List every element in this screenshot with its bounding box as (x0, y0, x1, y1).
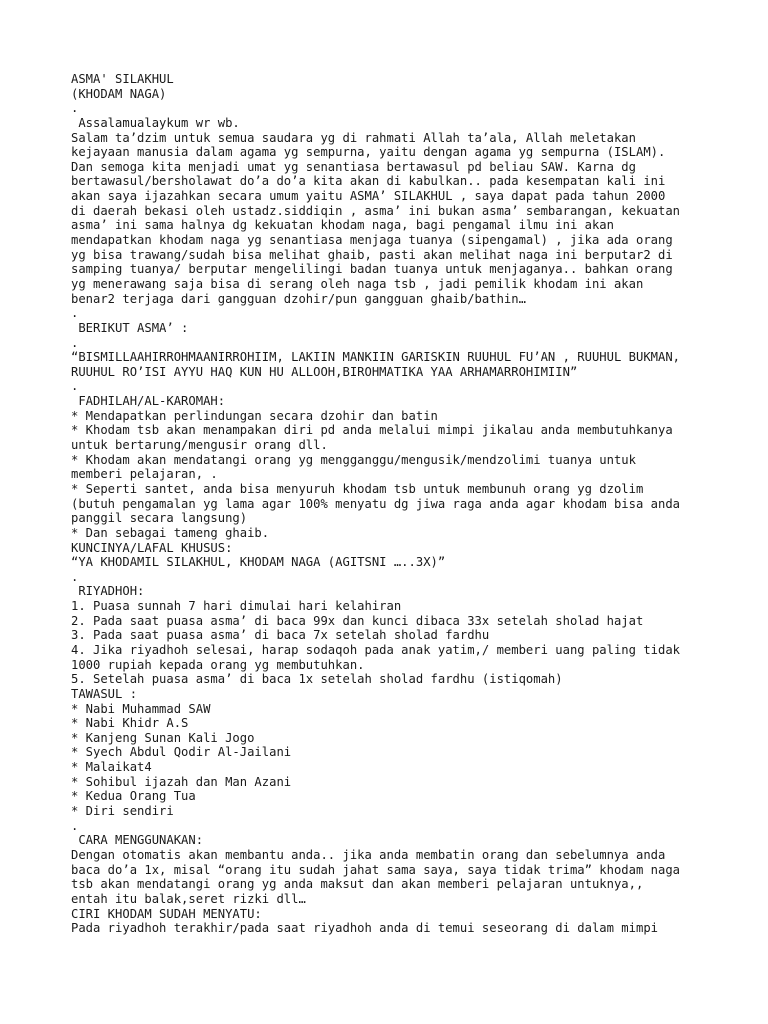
text-line: CIRI KHODAM SUDAH MENYATU: (71, 906, 262, 921)
text-line: Pada riyadhoh terakhir/pada saat riyadhoh anda di temui seseorang di dalam mimpi (71, 921, 658, 936)
text-line: * Syech Abdul Qodir Al-Jailani (71, 745, 292, 760)
text-line: 1. Puasa sunnah 7 hari dimulai hari kelahiran (71, 599, 402, 614)
text-line: . (71, 379, 79, 394)
text-line: kejayaan manusia dalam agama yg sempurna, yaitu dengan agama yg sempurna (ISLAM). (71, 145, 666, 160)
text-line: * Nabi Muhammad SAW (71, 701, 211, 716)
text-line: . (71, 818, 79, 833)
text-line: KUNCINYA/LAFAL KHUSUS: (71, 540, 233, 555)
text-line: “BISMILLAAHIRROHMAANIRROHIIM, LAKIIN MANKIIN GARISKIN RUUHUL FU’AN , RUUHUL BUKMAN, (71, 350, 681, 365)
text-line: . (71, 335, 79, 350)
text-line: 5. Setelah puasa asma’ di baca 1x setelah sholad fardhu (istiqomah) (71, 672, 563, 687)
text-line: yg menerawang saja bisa di serang oleh naga tsb , jadi pemilik khodam ini akan (71, 276, 644, 291)
text-line: FADHILAH/AL-KAROMAH: (71, 394, 226, 409)
text-line: * Kanjeng Sunan Kali Jogo (71, 730, 255, 745)
document-body (71, 72, 761, 936)
text-line: * Khodam tsb akan menampakan diri pd anda melalui mimpi jikalau anda membutuhkanya (71, 423, 673, 438)
text-line: * Khodam akan mendatangi orang yg mengganggu/mengusik/mendzolimi tuanya untuk (71, 452, 636, 467)
text-line: Dengan otomatis akan membantu anda.. jika anda membatin orang dan sebelumnya anda (71, 847, 666, 862)
text-line: 2. Pada saat puasa asma’ di baca 99x dan kunci dibaca 33x setelah sholad hajat (71, 613, 644, 628)
text-line: mendapatkan khodam naga yg senantiasa menjaga tuanya (sipengamal) , jika ada orang (71, 233, 673, 248)
text-line: * Diri sendiri (71, 804, 174, 819)
text-line: yg bisa trawang/sudah bisa melihat ghaib, pasti akan melihat naga ini berputar2 di (71, 247, 673, 262)
text-line: * Dan sebagai tameng ghaib. (71, 525, 270, 540)
text-line: baca do’a 1x, misal “orang itu sudah jahat sama saya, saya tidak trima” khodam naga (71, 862, 681, 877)
text-line: benar2 terjaga dari gangguan dzohir/pun gangguan ghaib/bathin… (71, 291, 526, 306)
text-line: bertawasul/bersholawat do’a do’a kita akan di kabulkan.. pada kesempatan kali ini (71, 174, 666, 189)
text-line: 1000 rupiah kepada orang yg membutuhkan. (71, 657, 365, 672)
text-line: BERIKUT ASMA’ : (71, 320, 189, 335)
text-line: “YA KHODAMIL SILAKHUL, KHODAM NAGA (AGITSNI …..3X)” (71, 555, 446, 570)
text-line: untuk bertarung/mengusir orang dll. (71, 438, 328, 453)
text-line: RUUHUL RO’ISI AYYU HAQ KUN HU ALLOOH,BIROHMATIKA YAA ARHAMARROHIMIIN” (71, 364, 578, 379)
text-line: samping tuanya/ berputar mengelilingi badan tuanya untuk menjaganya.. bahkan orang (71, 262, 673, 277)
text-line: TAWASUL : (71, 686, 138, 701)
text-line: * Nabi Khidr A.S (71, 716, 189, 731)
text-line: memberi pelajaran, . (71, 467, 218, 482)
text-line: . (71, 569, 79, 584)
text-line: * Sohibul ijazah dan Man Azani (71, 774, 292, 789)
text-line: (butuh pengamalan yg lama agar 100% menyatu dg jiwa raga anda agar khodam bisa anda (71, 496, 681, 511)
text-line: * Seperti santet, anda bisa menyuruh khodam tsb untuk membunuh orang yg dzolim (71, 481, 644, 496)
text-line: * Kedua Orang Tua (71, 789, 196, 804)
text-line: . (71, 306, 79, 321)
text-line: akan saya ijazahkan secara umum yaitu ASMA’ SILAKHUL , saya dapat pada tahun 2000 (71, 189, 666, 204)
text-line: RIYADHOH: (71, 584, 145, 599)
text-line: * Malaikat4 (71, 760, 152, 775)
text-line: . (71, 101, 79, 116)
text-line: tsb akan mendatangi orang yg anda maksut dan akan memberi pelajaran untuknya,, (71, 877, 644, 892)
text-line: Dan semoga kita menjadi umat yg senantiasa bertawasul pd beliau SAW. Karna dg (71, 159, 636, 174)
text-line: 3. Pada saat puasa asma’ di baca 7x setelah sholad fardhu (71, 628, 490, 643)
text-line: di daerah bekasi oleh ustadz.siddiqin , asma’ ini bukan asma’ sembarangan, kekuatan (71, 203, 681, 218)
text-line: ASMA' SILAKHUL (71, 72, 174, 86)
text-line: * Mendapatkan perlindungan secara dzohir dan batin (71, 408, 438, 423)
text-line: panggil secara langsung) (71, 511, 248, 526)
text-line: CARA MENGGUNAKAN: (71, 833, 204, 848)
text-line: asma’ ini sama halnya dg kekuatan khodam naga, bagi pengamal ilmu ini akan (71, 218, 614, 233)
text-line: Assalamualaykum wr wb. (71, 115, 240, 130)
text-line: Salam ta’dzim untuk semua saudara yg di rahmati Allah ta’ala, Allah meletakan (71, 130, 636, 145)
text-line: entah itu balak,seret rizki dll… (71, 891, 306, 906)
text-line: 4. Jika riyadhoh selesai, harap sodaqoh pada anak yatim,/ memberi uang paling tidak (71, 642, 681, 657)
text-line: (KHODAM NAGA) (71, 86, 167, 101)
